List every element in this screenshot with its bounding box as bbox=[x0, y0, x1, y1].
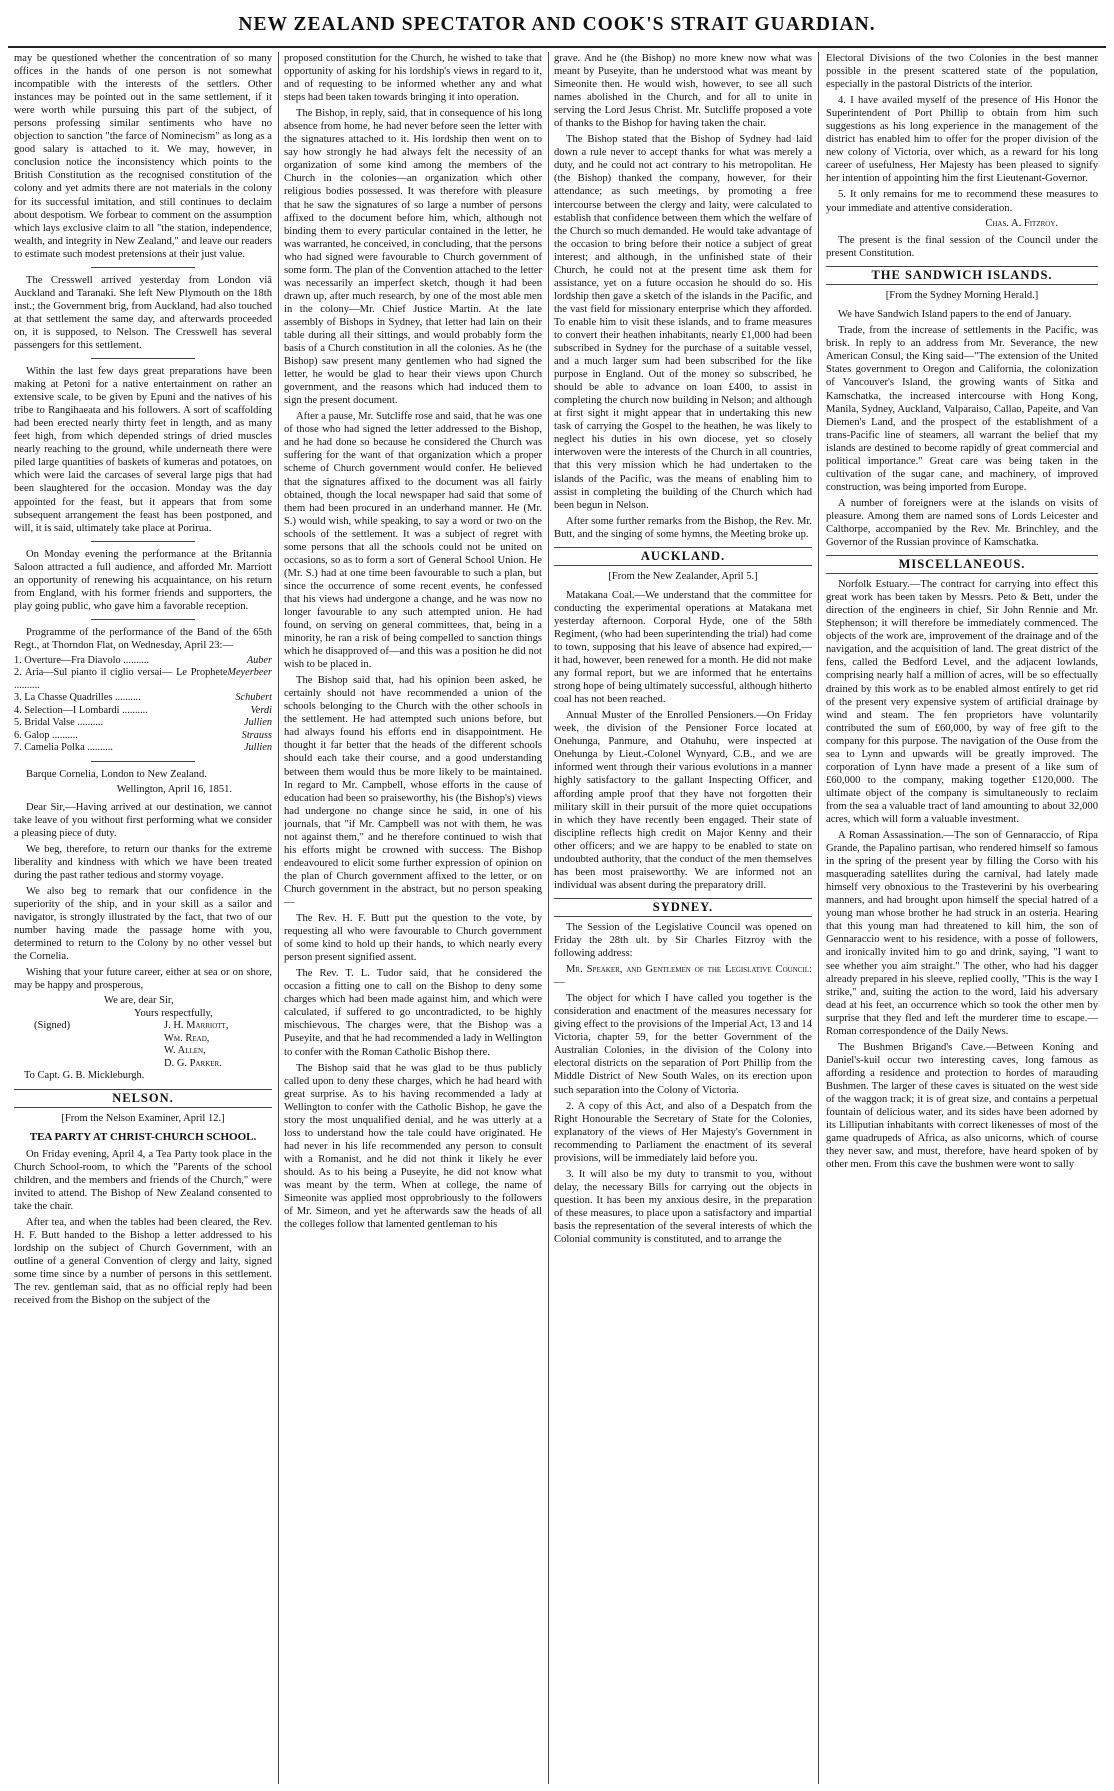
programme-item: 7. Camelia Polka .......... Jullien bbox=[14, 742, 272, 754]
paragraph: The Cresswell arrived yesterday from London viâ Auckland and Taranaki. She left New Plymouth on the 18th inst.; the Government brig, from Auckland, had also touched at that settlement the same day, and afterwards proceeded on, it is supposed, to Nelson. The Cresswell has several passengers for this settlement. bbox=[14, 274, 272, 351]
closing: Yours respectfully, bbox=[134, 1007, 213, 1019]
programme-list bbox=[14, 655, 272, 755]
paragraph: Trade, from the increase of settlements in the Pacific, was brisk. In reply to an address from Mr. Severance, the new American Consul, the King said—"The extension of the United States government to Oregon and California, the colonization of Vancouver's Island, the growing wants of Sitka and Kamschatka, the increased intercourse with Hong Kong, Manila, Sydney, Auckland, Valparaiso, Callao, Papeite, and Van Diemen's Land, and the prospect of the establishment of a trans-Pacific line of steamers, all warrant the belief that my islands are destined to become rapidly of great commercial and political importance." Great care was being taken in the cultivation of the sugar cane, and machinery, of improved construction, was being imported from Europe. bbox=[826, 325, 1098, 493]
programme-item: 4. Selection—I Lombardi .......... Verdi bbox=[14, 704, 272, 716]
paragraph: The present is the final session of the Council under the present Constitution. bbox=[826, 235, 1098, 260]
programme-item: 6. Galop .......... Strauss bbox=[14, 729, 272, 741]
paragraph: 5. It only remains for me to recommend these measures to your immediate and attentive consideration. bbox=[826, 189, 1098, 214]
paragraph: The Bishop said that he was glad to be thus publicly called upon to deny these charges, which he had heard with great surprise. As to his having recommended a lady at Wellington to confer with the Catholic Bishop, he gave the story the most unqualified denial, and he was utterly at a loss to understand how the tale could have originated. He had never in his life recommended any person to consult with a Romanist, and he did not think it likely he ever should. As to his being a Puseyite, he did not know what was meant by the term. When at college, the name of Simeonite was applied most opprobriously to the followers of Mr. Simeon, and yet he afterwards saw the heads of all the colleges follow that lamented gentleman to his bbox=[284, 1062, 542, 1231]
section-heading-sandwich-islands: THE SANDWICH ISLANDS. bbox=[826, 266, 1098, 285]
masthead bbox=[0, 0, 1114, 48]
signature: Chas. A. Fitzroy. bbox=[985, 217, 1058, 229]
paragraph: The object for which I have called you together is the consideration and enactment of the measures necessary for giving effect to the provisions of the Imperial Act, 13 and 14 Victoria, chapter 59, for the better Government of the Australian Colonies, in the division of the Colony into electoral districts on the separation of Port Phillip from the Middle District of New South Wales, on its erection upon such separation into the Colony of Victoria. bbox=[554, 993, 812, 1096]
paragraph: 2. A copy of this Act, and also of a Despatch from the Right Honourable the Secretary of State for the Colonies, explanatory of the views of Her Majesty's Government in recommending to Parliament the enactment of its several provisions, will be immediately laid before you. bbox=[554, 1100, 812, 1164]
signatory: Wm. Read, bbox=[164, 1032, 210, 1044]
signatory: J. H. Marriott, bbox=[164, 1020, 229, 1032]
signed-label: (Signed) bbox=[34, 1020, 71, 1032]
paragraph: may be questioned whether the concentration of so many offices in the hands of one person is not somewhat incompatible with the interests of the settlers. Other instances may be pointed out in the same settlement, if it were worth while pursuing this part of the subject, of persons professing similar sentiments who have no objection to sanction "the farce of Nominecism" as long as a good salary is attached to it. We may, however, in conclusion notice the inconsistency which points to the British Constitution as the recognised constitution of the colony and yet admits there are not materials in the colony for its successful imitation, and still continues to declaim about despotism. We forbear to comment on the assumption which lays exclusive claim to all "the station, independence, wealth, and integrity in New Zealand," and leave our readers to estimate such modest pretensions at their just value. bbox=[14, 53, 272, 260]
separator bbox=[91, 267, 194, 268]
letter-signature bbox=[14, 995, 272, 1083]
section-heading-sydney: SYDNEY. bbox=[554, 898, 812, 917]
paragraph: The Bishop said that, had his opinion been asked, he certainly should not have recommended a union of the schools belonging to the Church with the other schools in the settlement. He had attempted such unions before, but had always found his efforts end in disappointment. He thought it far better that the heads of the different schools should each take their course, and a good understanding between them would thus be more likely to be maintained. In regard to Mr. Campbell, whose efforts in the cause of education had been so praiseworthy, his (the Bishop's) views had undergone no change since he said, in one of his journals, that "if Mr. Campbell was not with them, he was not against them," and he therefore continued to wish that his efforts might be crowned with success. The Bishop endeavoured to elicit some further expression of opinion on the plan of Church government affixed to the letter, or on Church government in the abstract, but no person speaking— bbox=[284, 675, 542, 908]
separator bbox=[91, 619, 194, 620]
newspaper-title: NEW ZEALAND SPECTATOR AND COOK'S STRAIT GUARDIAN. bbox=[238, 14, 876, 35]
programme-item: 1. Overture—Fra Diavolo .......... Auber bbox=[14, 654, 272, 666]
column-4 bbox=[826, 52, 1098, 1784]
paragraph: Within the last few days great preparations have been making at Petoni for a native entertainment on rather an extensive scale, to be given by Epuni and the natives of his tribe to Rangihaeata and his followers. A sort of scaffolding had been erected nearly thirty feet in length, and as many feet high, from which depended strings of dried muscles nearly reaching to the ground, while underneath there were piled large quantities of baskets of kumeras and potatoes, on which were laid the carcases of several large pigs that had been slaughtered for the occasion. Monday was the day appointed for the feast, but it appears that from some subsequent arrangement the feast has been postponed, and will, it is said, ultimately take place at Porirua. bbox=[14, 366, 272, 534]
letter-paragraph: Dear Sir,—Having arrived at our destination, we cannot take leave of you without first performing what we consider a pleasing piece of duty. bbox=[14, 801, 272, 839]
letter-heading: Barque Cornelia, London to New Zealand. bbox=[26, 768, 207, 780]
letter-date: Wellington, April 16, 1851. bbox=[116, 784, 232, 796]
paragraph: The Bushmen Brigand's Cave.—Between Koning and Daniel's-kuil occur two interesting caves, long famous as affording a residence and protection to hordes of marauding Bushmen. The larger of these caves is situated on the west side of the waggon track; it is of great size, and contains a perpetual fountain of delicious water, and its sides have been adorned by its Lilliputian inhabitants with correct likenesses of most of the game quadrupeds of Africa, as also unicorns, which of course they never saw, and must, therefore, have heard spoken of by other men. From this cave the bushmen were wont to sally bbox=[826, 1041, 1098, 1171]
article-heading: TEA PARTY AT CHRIST-CHURCH SCHOOL. bbox=[29, 1130, 257, 1143]
paragraph: The Rev. H. F. Butt put the question to the vote, by requesting all who were favourable to Church government of some kind to hold up their hands, to which nearly every person present signified assent. bbox=[284, 913, 542, 964]
source-line: [From the New Zealander, April 5.] bbox=[608, 570, 758, 582]
source-line: [From the Nelson Examiner, April 12.] bbox=[61, 1112, 225, 1124]
paragraph: We have Sandwich Island papers to the end of January. bbox=[838, 309, 1072, 321]
separator bbox=[91, 761, 194, 762]
paragraph: On Monday evening the performance at the Britannia Saloon attracted a full audience, and afforded Mr. Marriott an opportunity of renewing his acquaintance, on his return from England, with his former friends and supporters, the play going public, who gave him a favorable reception. bbox=[14, 548, 272, 612]
paragraph: Matakana Coal.—We understand that the committee for conducting the experimental operations at Matakana met yesterday afternoon. Corporal Hyde, one of the 58th Regiment, (who had been superintending the trial) had come to town, supposing that his leave of absence had expired,—it had, however, been renewed for a month. He did not make any formal report, but we are informed that he entertains strong hope of being ultimately successful, although hitherto coal has not been reached. bbox=[554, 589, 812, 706]
signatory: W. Allen, bbox=[164, 1045, 206, 1057]
letter-paragraph: We beg, therefore, to return our thanks for the extreme liberality and kindness with which we have been treated during the past rather tedious and stormy voyage. bbox=[14, 843, 272, 881]
paragraph: Electoral Divisions of the two Colonies in the best manner possible in the present scattered state of the population, especially in the pastoral Districts of the interior. bbox=[826, 53, 1098, 91]
paragraph: proposed constitution for the Church, he wished to take that opportunity of asking for his lordship's views in regard to it, and of requesting to be informed whether any and what steps had been taken towards bringing it into operation. bbox=[284, 53, 542, 104]
programme-item: 5. Bridal Valse .......... Jullien bbox=[14, 717, 272, 729]
letter-paragraph: Wishing that your future career, either at sea or on shore, may be happy and prosperous, bbox=[14, 967, 272, 992]
paragraph: After a pause, Mr. Sutcliffe rose and said, that he was one of those who had signed the letter addressed to the Bishop, and he had done so because he considered the Church was suffering for the want of that organization which a proper scheme of Church government would confer. He believed that the signatures affixed to the document was all fairly obtained, though the local newspaper had said that some of them had been procured in an underhand manner. He (Mr. S.) would wish, while speaking, to say a word or two on the schools of the settlement. It was a subject of regret with some persons that all the schools could not be united on occasions, so as to form a sort of General School Union. He (Mr. S.) had at one time been favourable to such a plan, but since the occurrence of some recent events, he confessed that his views had undergone a change, and he was now no longer favourable to any such attempted union. He had found, on serving on general committees, that, being in a minority, he ran a risk of being compelled to sanction things which he disapproved of—and this was a position he did not wish to be placed in. bbox=[284, 411, 542, 671]
paragraph: A Roman Assassination.—The son of Gennaraccio, of Ripa Grande, the Papalino partisan, who rendered himself so famous in the spring of the present year by filling the Corso with his masquerading satellites during the carnival, had lately made himself very obnoxious to the Trasteverini by his overbearing manners, and had brought upon himself the special hatred of a young man whose brother he had struck in an osteria. Hearing that this young man had threatened to kill him, the son of Gennaraccio went to his residence, with a posse of followers, and ironically invited him to go and drink, saying, "I want to see whether you aim straight." The other, who had his dagger already prepared in his sleeve, replied coolly, "This is the way I strike," and, suiting the action to the word, laid his adversary dead at his feet, an occurrence which so took the other men by surprise that they fled and left the murderer time to escape.—Roman correspondence of the Daily News. bbox=[826, 830, 1098, 1037]
column-1 bbox=[14, 52, 272, 1784]
paragraph: 4. I have availed myself of the presence of His Honor the Superintendent of Port Phillip to obtain from him such suggestions as his long experience in the management of the district has enabled him to offer for the proper division of the new colony of Victoria, over which, as a reward for his long career of usefulness, Her Majesty has been pleased to signify her intention of appointing him the first Lieutenant-Governor. bbox=[826, 95, 1098, 185]
section-heading-nelson: NELSON. bbox=[14, 1089, 272, 1108]
programme-intro: Programme of the performance of the Band of the 65th Regt., at Thorndon Flat, on Wednesday, April 23:— bbox=[14, 626, 272, 651]
addressee: To Capt. G. B. Mickleburgh. bbox=[24, 1070, 145, 1082]
masthead-rule bbox=[8, 46, 1106, 48]
paragraph: The Rev. T. L. Tudor said, that he considered the occasion a fitting one to call on the Bishop to deny some charges which had been made against him, and which were calculated, if suffered to go uncontradicted, to be highly mischievous. The charges were, that the Bishop was a Puseyite, and that he had recommended a lady in Wellington to confer with the Roman Catholic Bishop there. bbox=[284, 968, 542, 1058]
closing: We are, dear Sir, bbox=[104, 995, 174, 1007]
paragraph: Norfolk Estuary.—The contract for carrying into effect this great work has been taken by Messrs. Peto & Bett, under the direction of the engineers in chief, Sir John Rennie and Mr. Stephenson; it will therefore be immediately commenced. The objects of the work are, improvement of the drainage and of the navigation, and the acquisition of land. The great district of the fens, called the Bedford Level, and the adjacent lowlands, comprising nearly half a million of acres, will be so effectually drained by this work as to be enabled almost entirely to get rid of the present very expensive system of artificial drainage by wind and steam. The fen proprietors have voluntarily contributed the sum of £60,000, by way of free gift to the company for this purpose. The navigation of the Ouse from the sea to Lynn and upwards will be greatly improved. The corporation of Lynn have made a present of a like sum of £60,000 to the company, making together £120,000. The ultimate object of the company is simultaneously to reclaim from the sea a valuable tract of land amounting to about 32,000 acres, which will form a valuable investment. bbox=[826, 579, 1098, 825]
page-columns bbox=[14, 52, 1106, 1784]
section-heading-miscellaneous: MISCELLANEOUS. bbox=[826, 555, 1098, 574]
signatory: D. G. Parker. bbox=[164, 1057, 222, 1069]
separator bbox=[91, 358, 194, 359]
source-line: [From the Sydney Morning Herald.] bbox=[885, 290, 1039, 302]
paragraph: Annual Muster of the Enrolled Pensioners.—On Friday week, the division of the Pensioner Force located at Onehunga, Panmure, and Otahuhu, were inspected at Onehunga by Lieut.-Colonel Wynyard, C.B., and we are informed went through their various evolutions in a manner highly satisfactory to the gallant Inspecting Officer, and affording ample proof that they have not forgotten their military skill in their pursuit of the more quiet occupations in which they have recently been engaged. Their state of discipline reflects high credit on Major Kenny and their other officers; and we are happy to be enabled to state on undoubted authority, that the conduct of the men themselves has been most praiseworthy. We are informed not an individual was absent during the preparatory drill. bbox=[554, 710, 812, 891]
paragraph: The Bishop stated that the Bishop of Sydney had laid down a rule never to accept thanks for what was merely a duty, and he could not act contrary to his metropolitan. He (the Bishop) thanked the company, however, for their attendance; as such meetings, by promoting a free intercourse between the clergy and laity, were calculated to establish that confidence between them which the welfare of the Church so much demanded. He would take advantage of the occasion to bring before their notice a subject of great interest; and although, in the unfinished state of their Church, he could not at the present time ask them for assistance, yet on a future occasion he should do so. His lordship then gave a sketch of the islands in the Pacific, and the vast field for missionary enterprise which they afforded. To enable him to visit these islands, and to frame measures to convert their heathen inhabitants, nearly £1,000 had been subscribed in Sydney for the purchase of a suitable vessel, and a much larger sum had been subscribed for the like purpose in England. Out of the money so subscribed, he should be able to advance on loan £400, to assist in completing the church now building in Nelson; and although at first sight it might appear that in undertaking this new task of carrying the Gospel to the heathen, he was likely to neglect his duties in his own diocese, yet so closely interwoven were the interests of the Church in all countries, that this very mission which he had undertaken to the islands of the Pacific, was the means of enabling him to assist in completing the building of the Church which had been begun in Nelson. bbox=[554, 134, 812, 511]
column-3 bbox=[554, 52, 812, 1784]
paragraph: 3. It will also be my duty to transmit to you, without delay, the necessary Bills for carrying out the objects in question. It has been my anxious desire, in the preparation of these measures, to place upon a satisfactory and impartial basis the representation of the several interests of which the Colonial community is constituted, and to arrange the bbox=[554, 1168, 812, 1246]
separator bbox=[91, 541, 194, 542]
section-heading-auckland: AUCKLAND. bbox=[554, 547, 812, 566]
paragraph: The Session of the Legislative Council was opened on Friday the 28th ult. by Sir Charles Fitzroy with the following address: bbox=[554, 921, 812, 960]
column-2 bbox=[284, 52, 542, 1784]
paragraph: The Bishop, in reply, said, that in consequence of his long absence from home, he had never before seen the letter with the signatures attached to it. His lordship then went on to say how strongly he had always felt the necessity of an organization of some kind among the members of the Church in the colonies—an organization which other religious bodies possessed. It was therefore with pleasure that he saw the signatures of so large a number of persons affixed to the document before him, which, although not binding them to every particular contained in the letter, he was warranted, he conceived, in concluding, that the persons who had signed were favourable to Church government of some form. The plan of the Convention attached to the letter was necessarily an imperfect sketch, though it had been drawn up, after much research, by one of the most able men in the colony—Mr. Chief Justice Martin. At the late assembly of Bishops in Sydney, that letter had lain on their table during all their sittings, and would probably form the basis of a Church constitution in all the colonies. As he (the Bishop) saw present many gentlemen who had signed the letter, he would be glad to hear their views upon Church government, and the reasons which had induced them to sign the present document. bbox=[284, 108, 542, 407]
paragraph: On Friday evening, April 4, a Tea Party took place in the Church School-room, to which the "Parents of the school children, and the members and friends of the Church," were invited to attend. The Bishop of New Zealand consented to take the chair. bbox=[14, 1148, 272, 1212]
paragraph: After some further remarks from the Bishop, the Rev. Mr. Butt, and the singing of some hymns, the Meeting broke up. bbox=[554, 515, 812, 540]
programme-item: 3. La Chasse Quadrilles .......... Schubert bbox=[14, 692, 272, 704]
paragraph: A number of foreigners were at the islands on visits of pleasure. Among them are named sons of Lords Leicester and Calthorpe, accompanied by the Rev. Mr. Brinchley, and the Governor of the Russian province of Kamschatka. bbox=[826, 497, 1098, 549]
letter-paragraph: We also beg to remark that our confidence in the superiority of the ship, and in your skill as a sailor and navigator, is strongly illustrated by the fact, that two of our number having made the passage home with you, determined to return to the Colony by no other vessel but the Cornelia. bbox=[14, 885, 272, 963]
address-salutation: Mr. Speaker, and Gentlemen of the Legislative Council:— bbox=[554, 964, 812, 989]
programme-item: 2. Aria—Sul pianto il ciglio versai— Le Prophete .......... Meyerbeer bbox=[14, 667, 272, 691]
paragraph: After tea, and when the tables had been cleared, the Rev. H. F. Butt handed to the Bishop a letter addressed to his lordship on the subject of Church Government, with an outline of a general Convention of clergy and laity, signed some time since by a number of persons in this settlement. The rev. gentleman said, that as no official reply had been received from the Bishop on the subject of the bbox=[14, 1217, 272, 1307]
paragraph: grave. And he (the Bishop) no more knew now what was meant by Puseyite, than he understood what was meant by Simeonite then. He would wish, however, to see all such names abolished in the Church, and for all to unite in serving the Lord Jesus Christ. Mr. Sutcliffe proposed a vote of thanks to the Bishop for having taken the chair. bbox=[554, 53, 812, 130]
